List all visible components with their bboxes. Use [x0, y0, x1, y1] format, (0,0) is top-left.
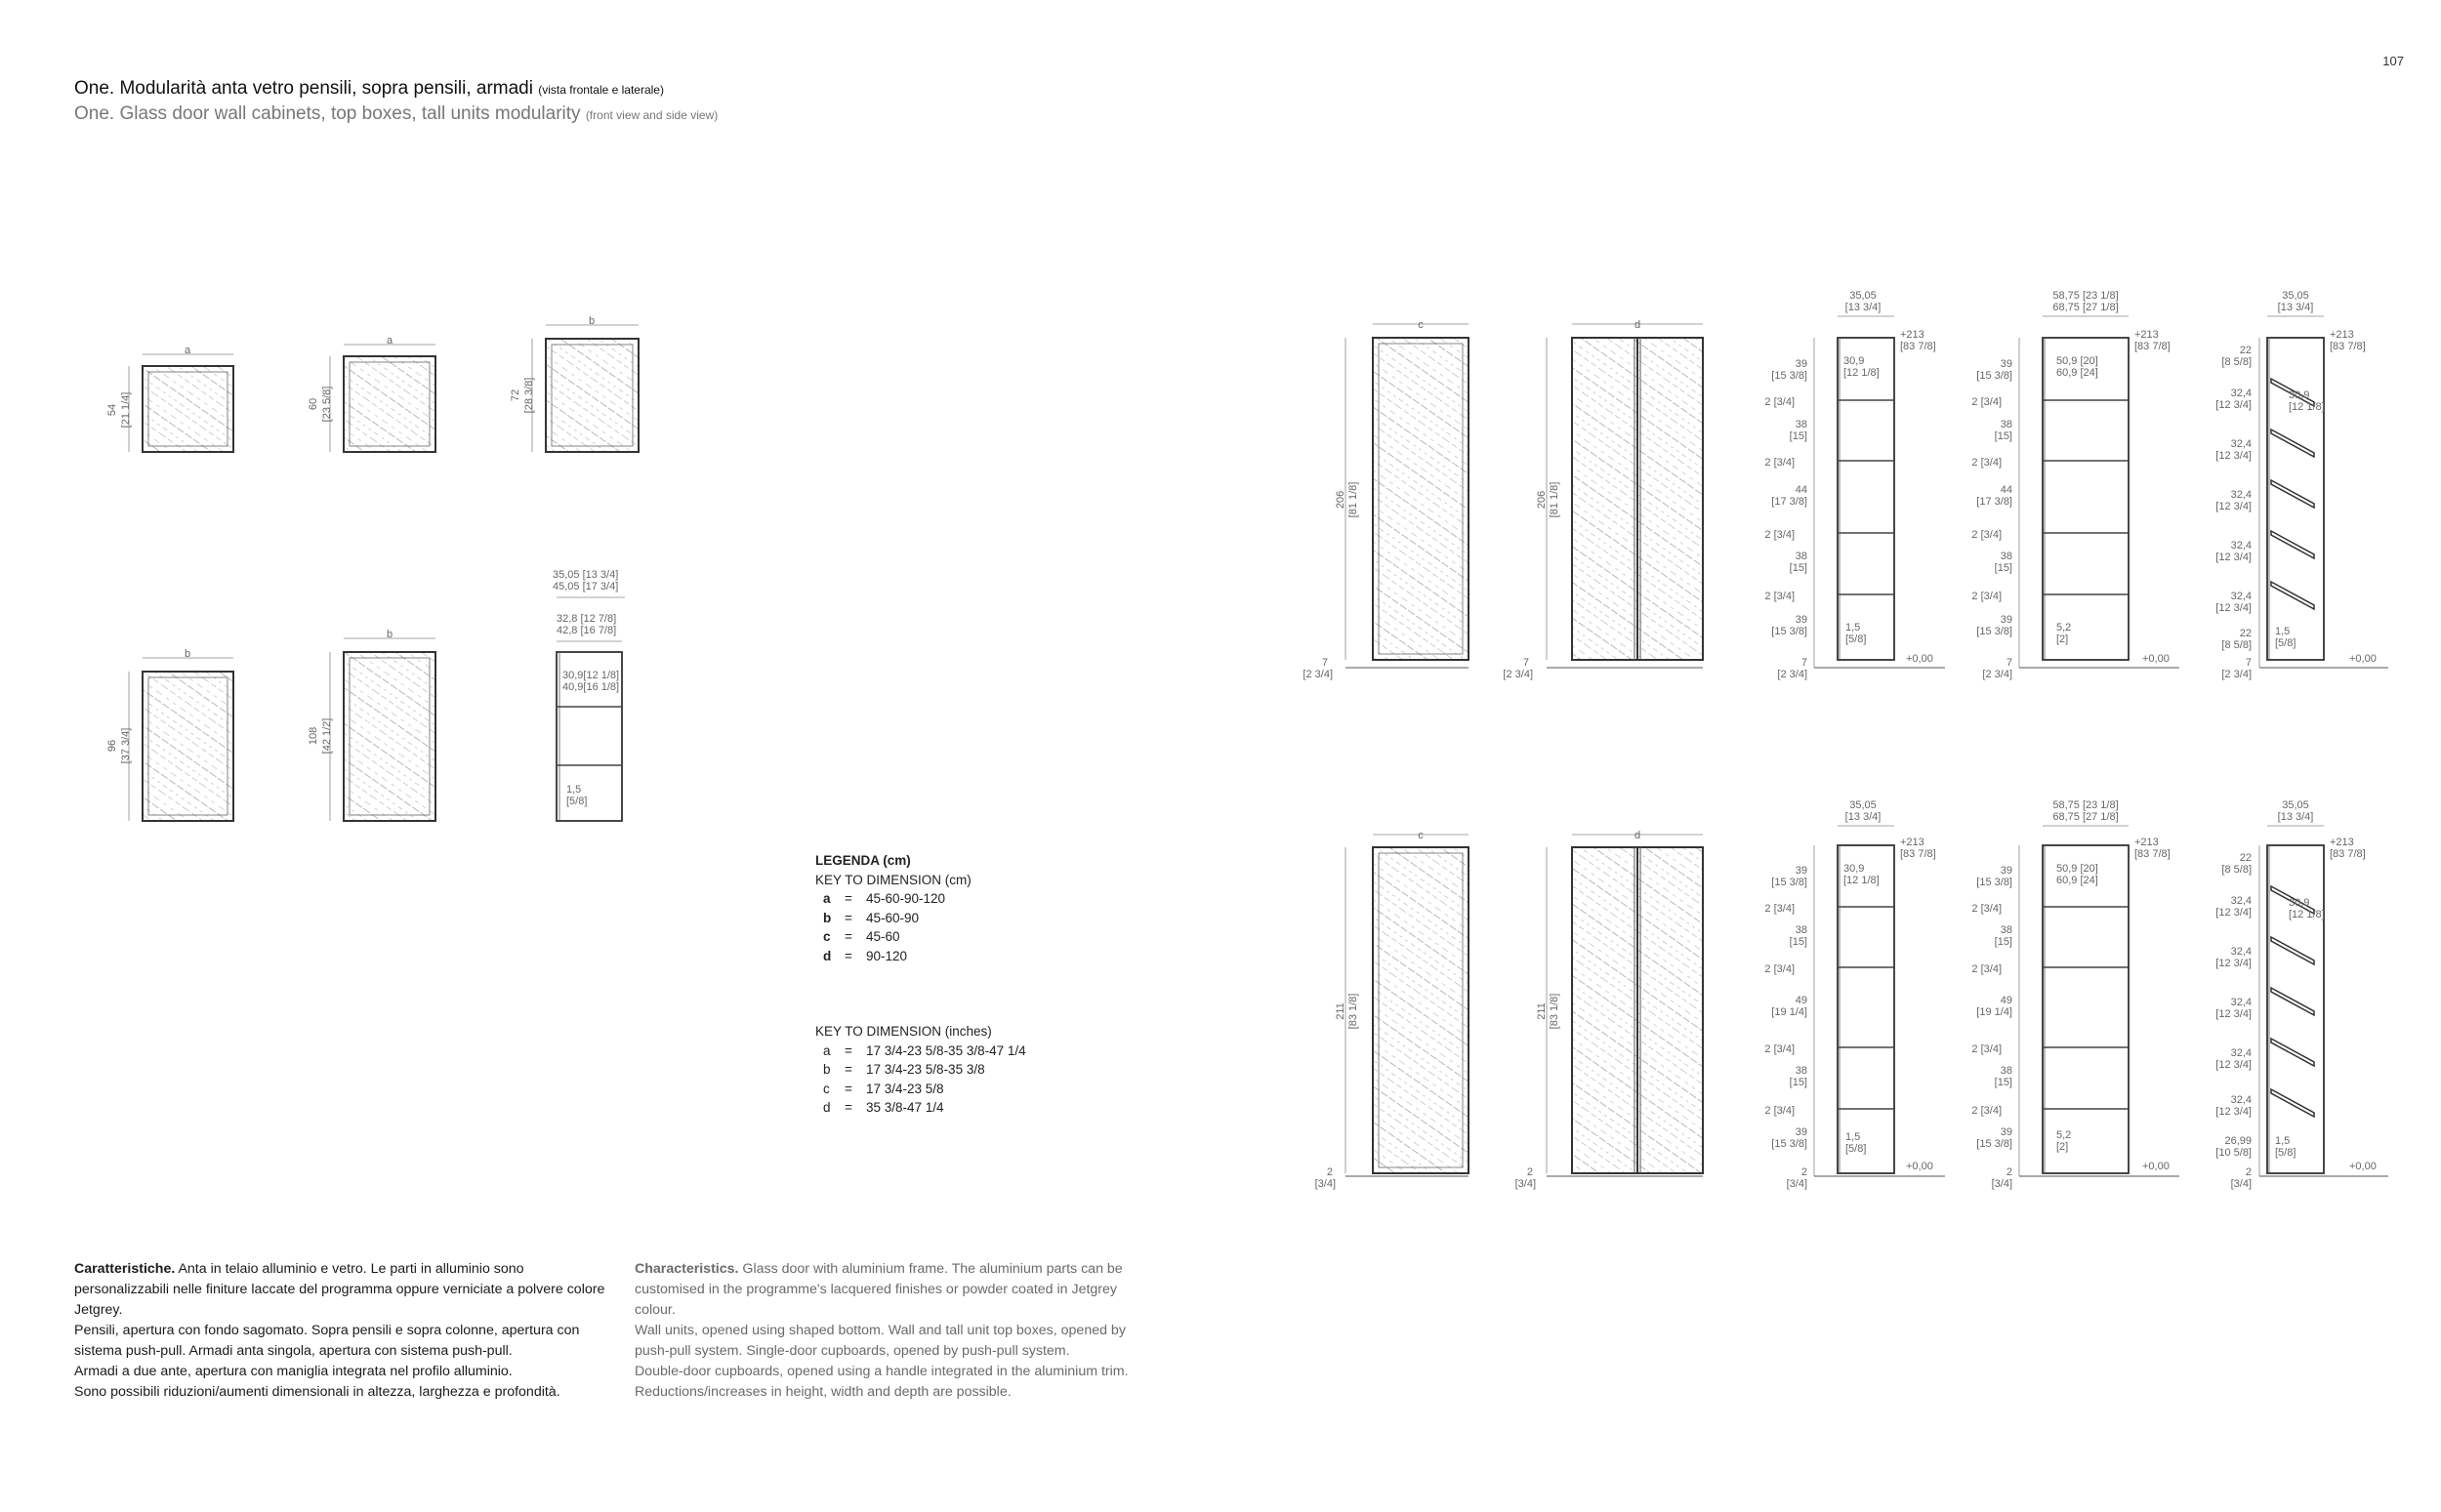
svg-text:[13 3/4]: [13 3/4]: [2277, 811, 2314, 823]
svg-text:50,9 [20]: 50,9 [20]: [2056, 863, 2098, 875]
svg-text:+213: +213: [1900, 329, 1924, 341]
svg-text:30,9: 30,9: [1843, 863, 1865, 875]
svg-text:[12 1/8]: [12 1/8]: [2289, 401, 2325, 413]
svg-text:58,75 [23 1/8]: 58,75 [23 1/8]: [2052, 799, 2119, 811]
dim-height-in: [21 1/4]: [120, 391, 132, 429]
svg-text:[83 7/8]: [83 7/8]: [2134, 848, 2171, 860]
svg-text:[3/4]: [3/4]: [1786, 1178, 1807, 1190]
svg-text:49: 49: [1795, 995, 1807, 1006]
svg-text:+0,00: +0,00: [2142, 1161, 2170, 1172]
dim-depth-1: 35,05 [13 3/4]: [553, 569, 619, 581]
wall-unit-54: [106, 345, 233, 452]
title-english-main: One. Glass door wall cabinets, top boxes, tall units modularity: [74, 103, 581, 124]
svg-text:2 [3/4]: 2 [3/4]: [1764, 591, 1795, 602]
svg-text:2 [3/4]: 2 [3/4]: [1971, 591, 2002, 602]
svg-text:7: 7: [2245, 657, 2252, 669]
svg-text:38: 38: [2000, 1065, 2012, 1077]
dim-base: 2: [1526, 1166, 1533, 1178]
page-number: 107: [2382, 54, 2404, 68]
dim-depth-4: 42,8 [16 7/8]: [557, 625, 617, 636]
svg-text:[15]: [15]: [1994, 1077, 2012, 1088]
dim-thickness-in: [5/8]: [566, 796, 588, 807]
svg-text:[12 3/4]: [12 3/4]: [2215, 1008, 2252, 1020]
svg-text:[15]: [15]: [1994, 562, 2012, 574]
svg-text:[15]: [15]: [1789, 562, 1807, 574]
svg-text:2 [3/4]: 2 [3/4]: [1971, 529, 2002, 541]
svg-text:[17 3/8]: [17 3/8]: [1976, 496, 2012, 508]
dim-width-b: b: [386, 629, 393, 640]
wall-unit-side-view: [553, 569, 625, 821]
svg-text:[8 5/8]: [8 5/8]: [2221, 864, 2252, 876]
svg-text:[15]: [15]: [1994, 430, 2012, 442]
dim-height-in: [28 3/8]: [523, 377, 535, 414]
svg-text:2 [3/4]: 2 [3/4]: [1971, 457, 2002, 469]
svg-text:5,2: 5,2: [2056, 622, 2072, 633]
wall-unit-108: [308, 629, 435, 821]
svg-text:2 [3/4]: 2 [3/4]: [1764, 1105, 1795, 1117]
svg-text:[13 3/4]: [13 3/4]: [2277, 302, 2314, 313]
tall-unit-double-door-211: [1515, 830, 1703, 1190]
svg-text:[15]: [15]: [1789, 1077, 1807, 1088]
dim-height-in: [81 1/8]: [1347, 481, 1359, 518]
svg-text:[19 1/4]: [19 1/4]: [1771, 1006, 1807, 1018]
tall-side-view-a: [1764, 290, 1945, 680]
svg-text:[83 7/8]: [83 7/8]: [2134, 341, 2171, 352]
svg-text:49: 49: [2000, 995, 2012, 1006]
legend-title: LEGENDA (cm): [815, 853, 911, 868]
legend: LEGENDA (cm) KEY TO DIMENSION (cm) a = 45-60-90-120 b = 45-60-90 c = 45-60 d = 90-120 KEY TO DIMENSION (inches) a = 17 3/4-23 5/8-35 3/8-47 1/4 b = 17 3/4-23 5/8-35 3/8 c = 17 3/4-23 5/8 d = 35 3/8-47 1/4: [815, 853, 1026, 1115]
svg-text:[5/8]: [5/8]: [1845, 633, 1867, 645]
dim-height-in: [37 3/4]: [120, 727, 132, 764]
svg-text:[12 3/4]: [12 3/4]: [2215, 450, 2252, 462]
svg-text:[15 3/8]: [15 3/8]: [1976, 877, 2012, 888]
dim-height: 211: [1335, 1002, 1346, 1020]
svg-text:[13 3/4]: [13 3/4]: [1844, 302, 1882, 313]
svg-text:+213: +213: [2330, 837, 2354, 848]
svg-text:[15]: [15]: [1994, 936, 2012, 948]
svg-text:38: 38: [2000, 551, 2012, 562]
svg-text:35,05: 35,05: [2282, 290, 2309, 302]
dim-width-d: d: [1634, 830, 1641, 841]
svg-text:39: 39: [2000, 614, 2012, 626]
tall-bottom-side-view-c: [2215, 799, 2388, 1190]
dim-base-in: [2 3/4]: [1303, 669, 1333, 680]
svg-text:39: 39: [2000, 358, 2012, 370]
svg-text:1,5: 1,5: [2275, 1135, 2291, 1147]
svg-text:[12 3/4]: [12 3/4]: [2215, 501, 2252, 512]
dim-base: 2: [1326, 1166, 1333, 1178]
svg-text:[15]: [15]: [1789, 936, 1807, 948]
svg-text:32,4: 32,4: [2230, 388, 2252, 399]
wall-unit-60: [308, 335, 435, 452]
svg-text:[15 3/8]: [15 3/8]: [1976, 370, 2012, 382]
svg-text:26,99: 26,99: [2224, 1135, 2252, 1147]
svg-text:32,4: 32,4: [2230, 438, 2252, 450]
wall-unit-96: [106, 648, 233, 821]
dim-height: 60: [308, 397, 319, 411]
svg-text:39: 39: [1795, 1126, 1807, 1138]
svg-text:35,05: 35,05: [2282, 799, 2309, 811]
svg-text:[12 1/8]: [12 1/8]: [1843, 875, 1880, 886]
svg-text:[12 3/4]: [12 3/4]: [2215, 552, 2252, 563]
svg-text:[12 3/4]: [12 3/4]: [2215, 399, 2252, 411]
svg-text:30,9: 30,9: [2289, 897, 2310, 909]
svg-text:32,4: 32,4: [2230, 997, 2252, 1008]
tall-unit-double-door-206: [1503, 319, 1703, 680]
svg-text:2 [3/4]: 2 [3/4]: [1764, 1043, 1795, 1055]
tall-bottom-side-view-b: [1971, 799, 2179, 1190]
dim-height: 72: [510, 388, 521, 402]
svg-text:[83 7/8]: [83 7/8]: [2330, 341, 2366, 352]
svg-text:[5/8]: [5/8]: [2275, 1147, 2296, 1159]
svg-text:2 [3/4]: 2 [3/4]: [1764, 903, 1795, 915]
svg-text:2 [3/4]: 2 [3/4]: [1971, 1105, 2002, 1117]
svg-text:[83 7/8]: [83 7/8]: [1900, 341, 1936, 352]
svg-text:1,5: 1,5: [1845, 1131, 1861, 1143]
dim-shelf-2: 40,9[16 1/8]: [562, 681, 620, 693]
dim-width-b: b: [588, 315, 596, 327]
dim-depth-2: 45,05 [17 3/4]: [553, 581, 619, 593]
svg-text:2 [3/4]: 2 [3/4]: [1764, 529, 1795, 541]
svg-text:2 [3/4]: 2 [3/4]: [1971, 903, 2002, 915]
dim-base: 7: [1321, 657, 1328, 669]
tall-side-view-c: [2215, 290, 2388, 680]
svg-text:38: 38: [1795, 551, 1807, 562]
svg-text:30,9: 30,9: [2289, 389, 2310, 401]
svg-text:[8 5/8]: [8 5/8]: [2221, 356, 2252, 368]
svg-text:+0,00: +0,00: [1906, 653, 1933, 665]
dim-base: 7: [1522, 657, 1529, 669]
svg-text:2 [3/4]: 2 [3/4]: [1764, 396, 1795, 408]
title-english-note: (front view and side view): [585, 108, 719, 122]
svg-text:[12 3/4]: [12 3/4]: [2215, 602, 2252, 614]
svg-text:[15]: [15]: [1789, 430, 1807, 442]
svg-text:22: 22: [2239, 852, 2252, 864]
svg-text:[12 3/4]: [12 3/4]: [2215, 907, 2252, 919]
tall-bottom-side-view-a: [1764, 799, 1945, 1190]
svg-text:[2]: [2]: [2056, 633, 2069, 645]
dim-height: 211: [1536, 1002, 1548, 1020]
svg-text:2: 2: [2245, 1166, 2252, 1178]
svg-text:[5/8]: [5/8]: [1845, 1143, 1867, 1155]
svg-text:2 [3/4]: 2 [3/4]: [1764, 457, 1795, 469]
description-italian: Caratteristiche. Anta in telaio alluminio e vetro. Le parti in alluminio sono personalizzabili nelle finiture laccate del programma oppure verniciate a polvere colore Jetgrey. Pensili, apertura con fondo sagomato. Sopra pensili e sopra colonne, apertura con sistema push-pull. Armadi anta singola, apertura con sistema push-pull. Armadi a due ante, apertura con maniglia integrata nel profilo alluminio. Sono possibili riduzioni/aumenti dimensionali in altezza, larghezza e profondità.: [74, 1261, 605, 1400]
svg-text:+0,00: +0,00: [2142, 653, 2170, 665]
svg-text:[19 1/4]: [19 1/4]: [1976, 1006, 2012, 1018]
svg-text:[12 3/4]: [12 3/4]: [2215, 958, 2252, 969]
dim-base-in: [3/4]: [1514, 1178, 1536, 1190]
tall-side-view-b: [1971, 290, 2179, 680]
svg-text:[15 3/8]: [15 3/8]: [1771, 877, 1807, 888]
svg-text:[15 3/8]: [15 3/8]: [1976, 626, 2012, 637]
dim-width-a: a: [386, 335, 393, 347]
svg-text:38: 38: [2000, 924, 2012, 936]
svg-text:[2 3/4]: [2 3/4]: [2221, 669, 2252, 680]
dim-height: 108: [308, 726, 319, 746]
dim-depth-3: 32,8 [12 7/8]: [557, 613, 617, 625]
svg-text:[8 5/8]: [8 5/8]: [2221, 639, 2252, 651]
svg-text:32,4: 32,4: [2230, 1094, 2252, 1106]
svg-text:32,4: 32,4: [2230, 540, 2252, 552]
dim-base-in: [2 3/4]: [1503, 669, 1533, 680]
svg-text:35,05: 35,05: [1849, 799, 1877, 811]
svg-text:[12 1/8]: [12 1/8]: [1843, 367, 1880, 379]
svg-text:[3/4]: [3/4]: [1991, 1178, 2012, 1190]
svg-text:38: 38: [1795, 1065, 1807, 1077]
svg-text:44: 44: [2000, 484, 2012, 496]
svg-text:[15 3/8]: [15 3/8]: [1976, 1138, 2012, 1150]
dim-height: 54: [106, 403, 118, 417]
dim-height-in: [83 1/8]: [1549, 993, 1560, 1030]
svg-text:1,5: 1,5: [2275, 626, 2291, 637]
svg-text:+213: +213: [2330, 329, 2354, 341]
legend-subtitle-inches: KEY TO DIMENSION (inches): [815, 1024, 992, 1039]
dim-width-b: b: [184, 648, 191, 660]
svg-text:[15 3/8]: [15 3/8]: [1771, 1138, 1807, 1150]
dim-width-c: c: [1418, 319, 1424, 331]
svg-text:22: 22: [2239, 628, 2252, 639]
svg-text:[17 3/8]: [17 3/8]: [1771, 496, 1807, 508]
dim-width-d: d: [1634, 319, 1641, 331]
svg-text:[83 7/8]: [83 7/8]: [2330, 848, 2366, 860]
svg-text:2 [3/4]: 2 [3/4]: [1971, 396, 2002, 408]
svg-text:[2 3/4]: [2 3/4]: [1777, 669, 1807, 680]
svg-text:38: 38: [2000, 419, 2012, 430]
dim-height: 206: [1335, 490, 1346, 510]
svg-text:22: 22: [2239, 345, 2252, 356]
svg-text:39: 39: [2000, 865, 2012, 877]
title-italian-note: (vista frontale e laterale): [538, 83, 664, 97]
svg-text:32,4: 32,4: [2230, 1047, 2252, 1059]
dim-height: 206: [1536, 490, 1548, 510]
svg-text:+0,00: +0,00: [2349, 1161, 2377, 1172]
svg-text:[12 3/4]: [12 3/4]: [2215, 1106, 2252, 1118]
svg-text:32,4: 32,4: [2230, 946, 2252, 958]
svg-text:32,4: 32,4: [2230, 489, 2252, 501]
svg-text:35,05: 35,05: [1849, 290, 1877, 302]
svg-text:+213: +213: [2134, 329, 2159, 341]
svg-text:68,75 [27 1/8]: 68,75 [27 1/8]: [2052, 811, 2119, 823]
svg-text:50,9 [20]: 50,9 [20]: [2056, 355, 2098, 367]
dim-base-in: [3/4]: [1314, 1178, 1336, 1190]
tall-unit-single-door-206: [1303, 319, 1469, 680]
tall-unit-single-door-211: [1315, 830, 1469, 1190]
dim-height-in: [23 5/8]: [321, 386, 333, 423]
svg-text:32,4: 32,4: [2230, 895, 2252, 907]
svg-text:60,9 [24]: 60,9 [24]: [2056, 367, 2098, 379]
svg-text:7: 7: [2006, 657, 2012, 669]
dim-shelf-1: 30,9[12 1/8]: [562, 670, 620, 681]
svg-text:38: 38: [1795, 419, 1807, 430]
dim-width-c: c: [1418, 830, 1424, 841]
svg-text:2: 2: [2006, 1166, 2012, 1178]
svg-text:30,9: 30,9: [1843, 355, 1865, 367]
svg-text:[10 5/8]: [10 5/8]: [2215, 1147, 2252, 1159]
svg-text:[3/4]: [3/4]: [2230, 1178, 2252, 1190]
dim-height: 96: [106, 739, 118, 753]
svg-text:2 [3/4]: 2 [3/4]: [1764, 963, 1795, 975]
svg-text:[13 3/4]: [13 3/4]: [1844, 811, 1882, 823]
svg-text:[12 1/8]: [12 1/8]: [2289, 909, 2325, 920]
legend-subtitle-cm: KEY TO DIMENSION (cm): [815, 872, 972, 887]
svg-text:39: 39: [1795, 614, 1807, 626]
svg-text:58,75 [23 1/8]: 58,75 [23 1/8]: [2052, 290, 2119, 302]
svg-text:+213: +213: [2134, 837, 2159, 848]
svg-text:+0,00: +0,00: [1906, 1161, 1933, 1172]
dim-height-in: [42 1/2]: [321, 717, 333, 755]
svg-text:[2 3/4]: [2 3/4]: [1982, 669, 2012, 680]
svg-text:[5/8]: [5/8]: [2275, 637, 2296, 649]
svg-text:[15 3/8]: [15 3/8]: [1771, 626, 1807, 637]
svg-text:60,9 [24]: 60,9 [24]: [2056, 875, 2098, 886]
dim-height-in: [83 1/8]: [1347, 993, 1359, 1030]
svg-text:[15 3/8]: [15 3/8]: [1771, 370, 1807, 382]
svg-text:39: 39: [1795, 865, 1807, 877]
svg-text:2 [3/4]: 2 [3/4]: [1971, 1043, 2002, 1055]
svg-text:2: 2: [1800, 1166, 1807, 1178]
svg-text:39: 39: [2000, 1126, 2012, 1138]
svg-text:+0,00: +0,00: [2349, 653, 2377, 665]
svg-text:[83 7/8]: [83 7/8]: [1900, 848, 1936, 860]
svg-text:1,5: 1,5: [1845, 622, 1861, 633]
svg-text:5,2: 5,2: [2056, 1129, 2072, 1141]
svg-text:44: 44: [1795, 484, 1807, 496]
svg-text:38: 38: [1795, 924, 1807, 936]
svg-text:[2]: [2]: [2056, 1141, 2069, 1153]
svg-text:32,4: 32,4: [2230, 591, 2252, 602]
wall-unit-72: [510, 315, 639, 452]
dim-thickness: 1,5: [566, 784, 582, 796]
svg-text:2 [3/4]: 2 [3/4]: [1971, 963, 2002, 975]
title-italian-main: One. Modularità anta vetro pensili, sopra pensili, armadi: [74, 78, 533, 99]
svg-text:39: 39: [1795, 358, 1807, 370]
description-english: Characteristics. Glass door with aluminium frame. The aluminium parts can be customised in the programme's lacquered finishes or powder coated in Jetgrey colour. Wall units, opened using shaped bottom. Wall and tall unit top boxes, opened by push-pull system. Single-door cupboards, opened by push-pull system. Double-door cupboards, opened using a handle integrated in the aluminium trim. Reductions/increases in height, width and depth are possible.: [635, 1261, 1129, 1400]
svg-text:+213: +213: [1900, 837, 1924, 848]
svg-text:[12 3/4]: [12 3/4]: [2215, 1059, 2252, 1071]
dim-height-in: [81 1/8]: [1549, 481, 1560, 518]
svg-text:7: 7: [1800, 657, 1807, 669]
dim-width-a: a: [184, 345, 191, 356]
svg-text:68,75 [27 1/8]: 68,75 [27 1/8]: [2052, 302, 2119, 313]
